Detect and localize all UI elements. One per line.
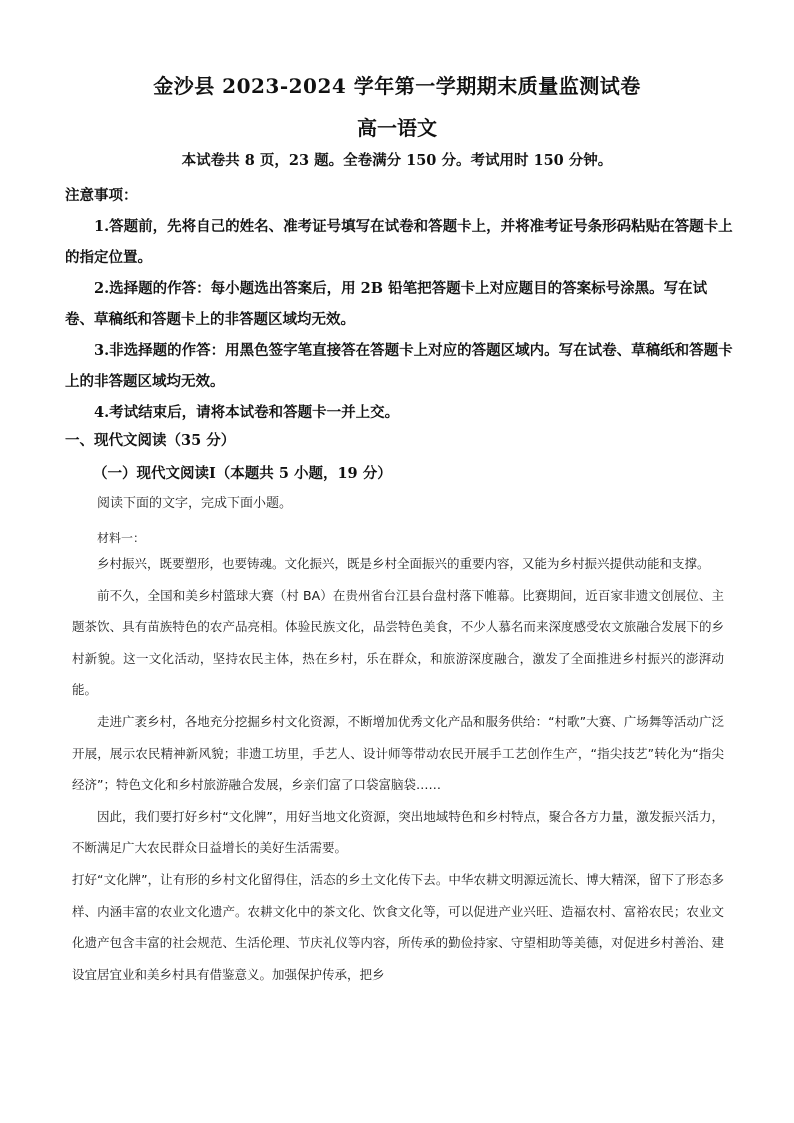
- notice-item: 1.答题前，先将自己的姓名、准考证号填写在试卷和答题卡上，并将准考证号条形码粘贴在答题卡上的指定位置。: [65, 218, 733, 266]
- material-text: [72, 548, 724, 990]
- exam-title: 金沙县 2023-2024 学年第一学期期末质量监测试卷: [153, 74, 641, 98]
- notice-list: [65, 211, 735, 428]
- part-heading: （一）现代文阅读Ⅰ（本题共 5 小题，19 分）: [93, 465, 392, 482]
- material-paragraph: 乡村振兴，既要塑形，也要铸魂。文化振兴，既是乡村全面振兴的重要内容，又能为乡村振兴提供动能和支撑。: [97, 556, 710, 571]
- notice-item: 4.考试结束后，请将本试卷和答题卡一并上交。: [94, 404, 400, 421]
- material-paragraph: 前不久，全国和美乡村篮球大赛（村 BA）在贵州省台江县台盘村落下帷幕。比赛期间，近百家非遗文创展位、主题茶饮、具有苗族特色的农产品亮相。体验民族文化，品尝特色美食，不少人慕名而来深度感受农文旅融合发展下的乡村新貌。这一文化活动，坚持农民主体，热在乡村，乐在群众，和旅游深度融合，激发了全面推进乡村振兴的澎湃动能。: [72, 587, 724, 698]
- material-paragraph: 走进广袤乡村，各地充分挖掘乡村文化资源，不断增加优秀文化产品和服务供给：“村歌”大赛、广场舞等活动广泛开展，展示农民精神新风貌；非遗工坊里，手艺人、设计师等带动农民开展手工艺创作生产，“指尖技艺”转化为“指尖经济”；特色文化和乡村旅游融合发展，乡亲们富了口袋富脑袋……: [72, 713, 724, 793]
- material-paragraph: 打好“文化牌”，让有形的乡村文化留得住，活态的乡土文化传下去。中华农耕文明源远流长、博大精深，留下了形态多样、内涵丰富的农业文化遗产。农耕文化中的茶文化、饮食文化等，可以促进产业兴旺、造福农村、富裕农民；农业文化遗产包含丰富的社会规范、生活伦理、节庆礼仪等内容，所传承的勤俭持家、守望相助等美德，对促进乡村善治、建设宜居宜业和美乡村具有借鉴意义。加强保护传承，把乡: [72, 871, 724, 982]
- section-heading: 一、现代文阅读（35 分）: [65, 432, 236, 449]
- exam-info: 本试卷共 8 页，23 题。全卷满分 150 分。考试用时 150 分钟。: [181, 152, 613, 169]
- material-label: 材料一：: [97, 531, 146, 545]
- reading-instruction: 阅读下面的文字，完成下面小题。: [97, 496, 293, 511]
- material-paragraph: 因此，我们要打好乡村“文化牌”，用好当地文化资源，突出地域特色和乡村特点，聚合各方力量，激发振兴活力，不断满足广大农民群众日益增长的美好生活需要。: [72, 808, 724, 856]
- notice-heading: 注意事项：: [65, 187, 138, 204]
- notice-item: 3.非选择题的作答：用黑色签字笔直接答在答题卡上对应的答题区域内。写在试卷、草稿纸和答题卡上的非答题区域均无效。: [65, 342, 733, 390]
- notice-item: 2.选择题的作答：每小题选出答案后，用 2B 铅笔把答题卡上对应题目的答案标号涂黑。写在试卷、草稿纸和答题卡上的非答题区域均无效。: [65, 280, 708, 328]
- subject-title: 高一语文: [357, 116, 437, 140]
